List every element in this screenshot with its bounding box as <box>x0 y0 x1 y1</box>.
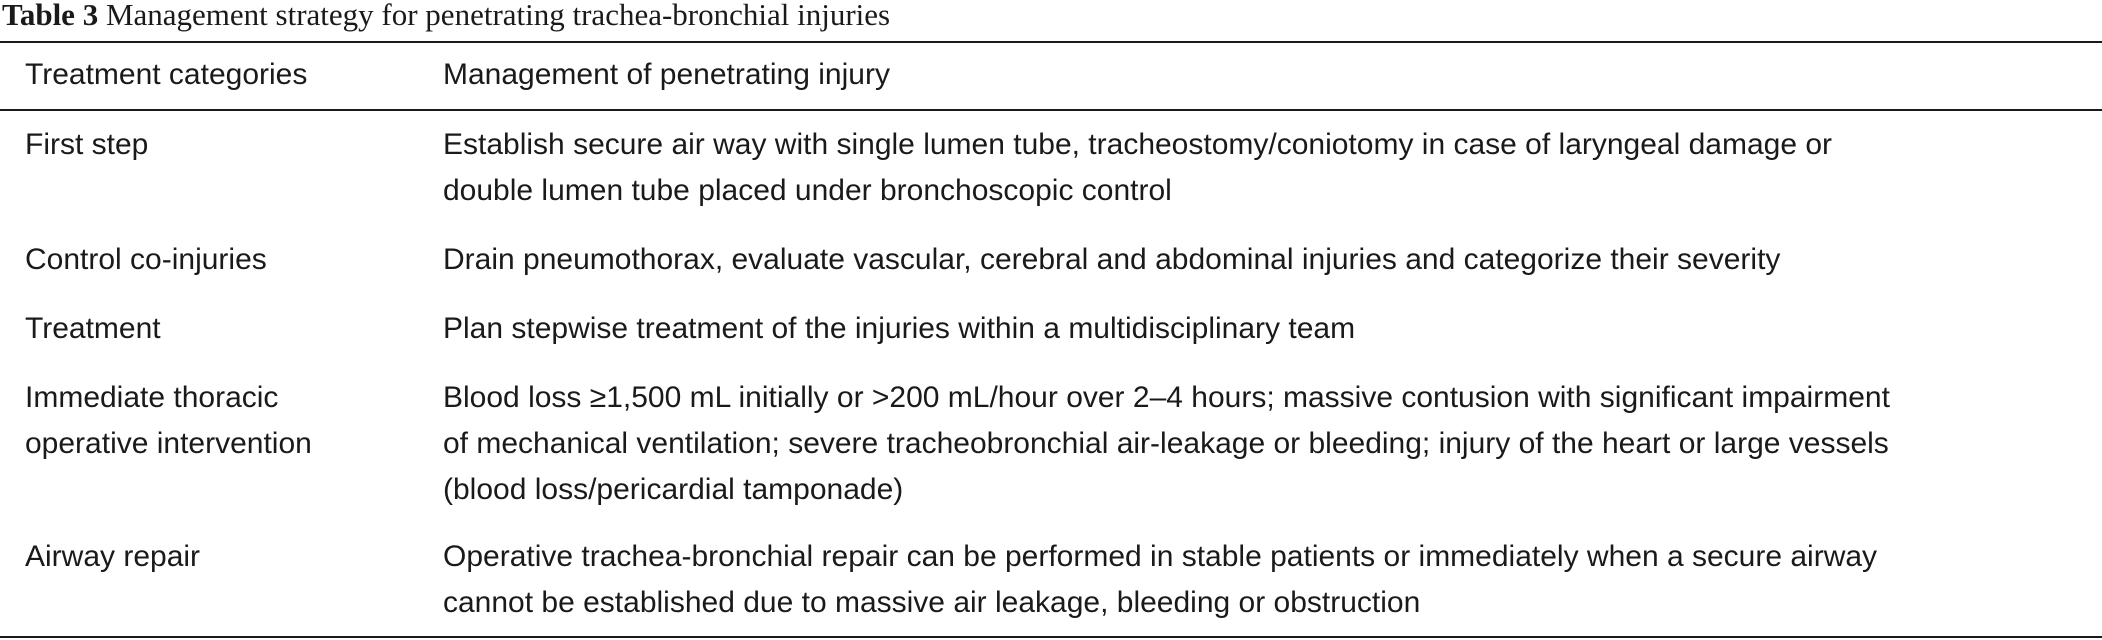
header-management: Management of penetrating injury <box>443 58 890 91</box>
management-line: of mechanical ventilation; severe tracheobronchial air-leakage or bleeding; injury of the heart or large vessels <box>443 427 1889 460</box>
management-line: (blood loss/pericardial tamponade) <box>443 473 904 506</box>
table-caption-label: Table 3 <box>2 0 99 32</box>
table-caption <box>2 0 890 32</box>
table-bottom-rule <box>0 636 2102 638</box>
table-row-category <box>25 237 267 283</box>
table-caption-title: Management strategy for penetrating trachea-bronchial injuries <box>105 0 891 32</box>
table-header-rule <box>0 109 2102 111</box>
table-row-management <box>443 122 1832 214</box>
category-line: Airway repair <box>25 540 201 573</box>
category-line: operative intervention <box>25 427 312 460</box>
table-row-management <box>443 306 1355 352</box>
management-line: Plan stepwise treatment of the injuries within a multidisciplinary team <box>443 312 1356 345</box>
category-line: First step <box>25 128 149 161</box>
table-row-management <box>443 237 1780 283</box>
table-row-category <box>25 122 148 168</box>
table-top-rule <box>0 41 2102 43</box>
management-line: Drain pneumothorax, evaluate vascular, cerebral and abdominal injuries and categorize their severity <box>443 243 1781 276</box>
table-row-category <box>25 375 312 467</box>
table-row-category <box>25 306 161 352</box>
table-row-category <box>25 534 200 580</box>
category-line: Treatment <box>25 312 161 345</box>
management-line: Blood loss ≥1,500 mL initially or >200 mL/hour over 2–4 hours; massive contusion with significant impairment <box>443 381 1890 414</box>
table-row-management <box>443 534 1877 626</box>
management-line: Establish secure air way with single lumen tube, tracheostomy/coniotomy in case of laryngeal damage or <box>443 128 1833 161</box>
category-line: Immediate thoracic <box>25 381 279 414</box>
category-line: Control co-injuries <box>25 243 267 276</box>
management-line: double lumen tube placed under bronchoscopic control <box>443 174 1172 207</box>
management-line: cannot be established due to massive air leakage, bleeding or obstruction <box>443 586 1421 619</box>
management-line: Operative trachea-bronchial repair can be performed in stable patients or immediately when a secure airway <box>443 540 1878 573</box>
table-row-management <box>443 375 1890 513</box>
header-treatment-categories: Treatment categories <box>25 58 308 91</box>
